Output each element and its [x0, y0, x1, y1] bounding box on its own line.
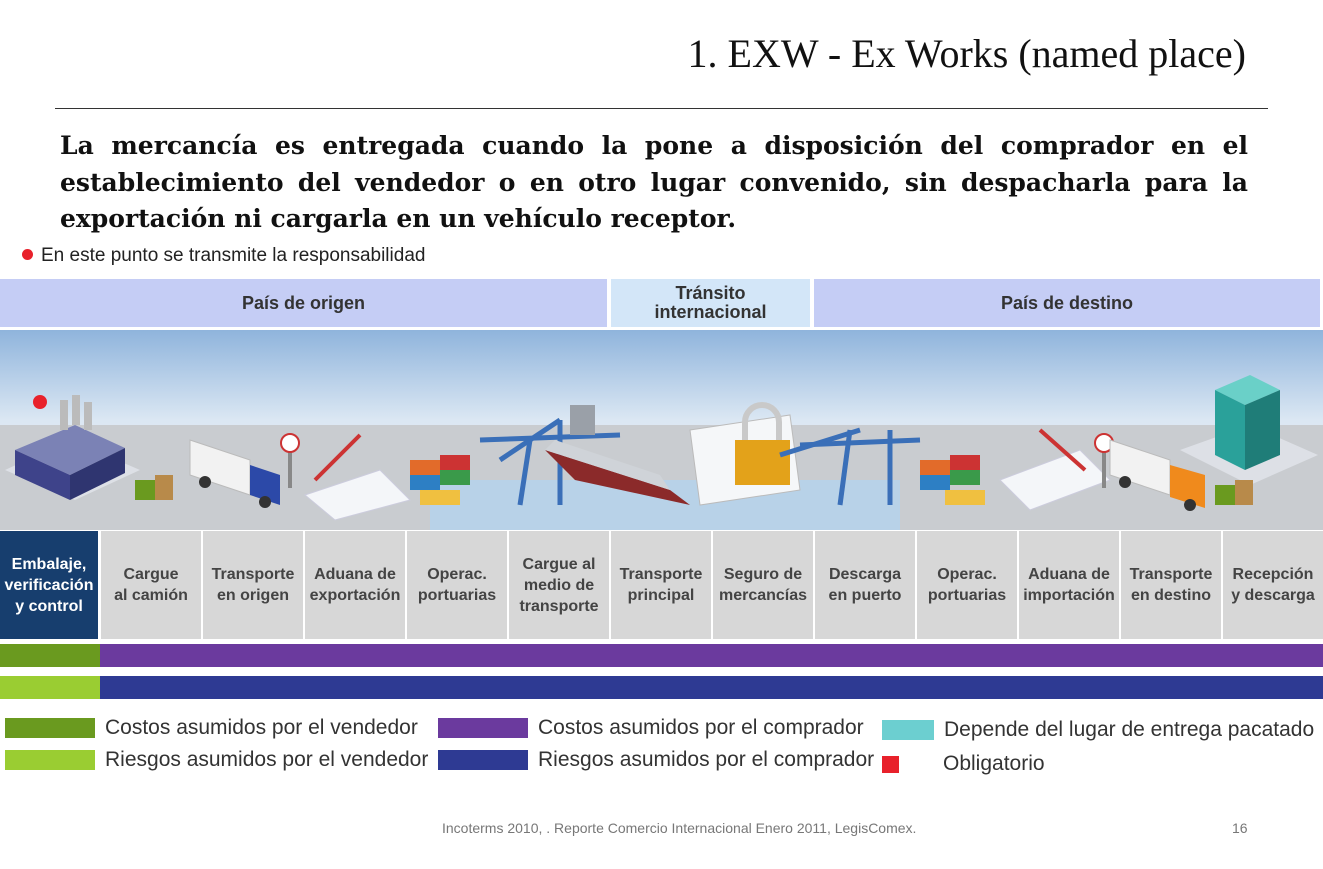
legend-mandatory-label: Obligatorio — [943, 752, 1045, 775]
legend-seller-costs — [5, 716, 418, 740]
step-packing: Embalaje, verificación y control — [0, 531, 98, 639]
legend-mandatory — [882, 752, 1045, 776]
slide-description: La mercancía es entregada cuando la pone a disposición del comprador en el establecimiento del vendedor o en otro lugar convenido, sin despacharla para la exportación ni cargarla en un vehículo receptor. — [60, 131, 1248, 233]
step-main-transport: Transporte principal — [611, 531, 711, 639]
risk-bar — [0, 676, 1323, 699]
region-origin: País de origen — [0, 279, 607, 327]
responsibility-dot-icon — [22, 249, 33, 260]
step-cargo-insurance: Seguro de mercancías — [713, 531, 813, 639]
step-reception-unloading: Recepción y descarga — [1223, 531, 1323, 639]
footer-citation: Incoterms 2010, . Reporte Comercio Internacional Enero 2011, LegisComex. — [442, 820, 917, 836]
legend-buyer-risks-label: Riesgos asumidos por el comprador — [538, 748, 875, 771]
legend-buyer-costs — [438, 716, 864, 740]
responsibility-note-text: En este punto se transmite la responsabilidad — [41, 245, 426, 266]
cost-bar — [0, 644, 1323, 667]
legend-seller-risks-label: Riesgos asumidos por el vendedor — [105, 748, 429, 771]
page-number: 16 — [1232, 820, 1248, 836]
legend-buyer-risks-swatch — [438, 750, 528, 770]
step-export-customs: Aduana de exportación — [305, 531, 405, 639]
responsibility-point-dot-icon — [33, 395, 47, 409]
step-truck-loading: Cargue al camión — [101, 531, 201, 639]
title-divider — [55, 108, 1268, 109]
slide-title: 1. EXW - Ex Works (named place) — [687, 31, 1246, 76]
legend-mandatory-swatch — [882, 756, 899, 773]
legend-buyer-costs-label: Costos asumidos por el comprador — [538, 716, 864, 739]
legend-seller-risks-swatch — [5, 750, 95, 770]
step-loading-transport: Cargue al medio de transporte — [509, 531, 609, 639]
legend-depends — [882, 718, 1314, 742]
region-transit: Tránsito internacional — [611, 279, 810, 327]
responsibility-note — [22, 245, 425, 267]
legend-depends-label: Depende del lugar de entrega pacatado — [944, 718, 1315, 741]
risk-bar-seller-segment — [0, 676, 100, 699]
cost-bar-seller-segment — [0, 644, 100, 667]
logistics-illustration — [0, 330, 1323, 530]
legend-seller-costs-swatch — [5, 718, 95, 738]
legend-buyer-risks — [438, 748, 874, 772]
legend-seller-costs-label: Costos asumidos por el vendedor — [105, 716, 418, 739]
legend-buyer-costs-swatch — [438, 718, 528, 738]
step-port-unloading: Descarga en puerto — [815, 531, 915, 639]
step-import-customs: Aduana de importación — [1019, 531, 1119, 639]
step-destination-transport: Transporte en destino — [1121, 531, 1221, 639]
step-port-operations: Operac. portuarias — [407, 531, 507, 639]
legend-depends-swatch — [882, 720, 934, 740]
step-port-operations-destination: Operac. portuarias — [917, 531, 1017, 639]
region-destination: País de destino — [814, 279, 1320, 327]
step-origin-transport: Transporte en origen — [203, 531, 303, 639]
legend-seller-risks — [5, 748, 428, 772]
